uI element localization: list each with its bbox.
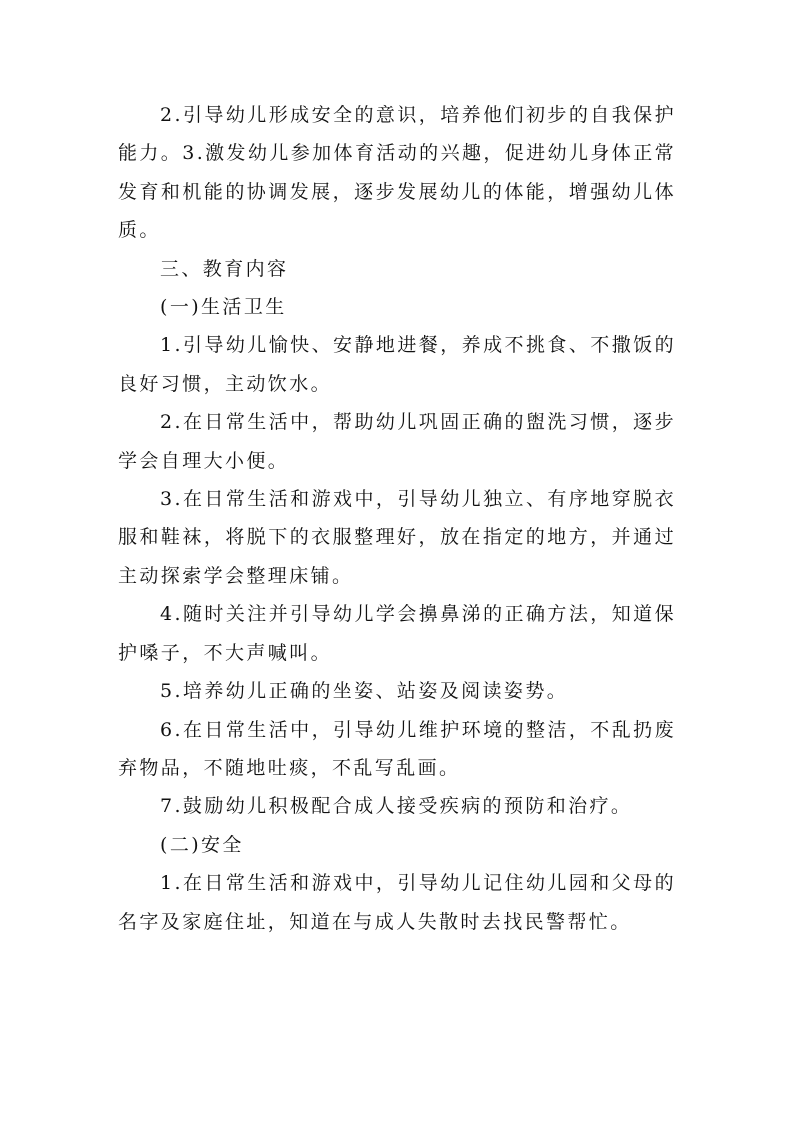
safety-item-1: 1.在日常生活和游戏中，引导幼儿记住幼儿园和父母的名字及家庭住址，知道在与成人失散时去找民警帮忙。: [118, 872, 676, 933]
subsection-heading-safety: (二)安全: [160, 833, 244, 856]
subsection-heading-hygiene: (一)生活卫生: [160, 296, 287, 319]
hygiene-item-2: 2.在日常生活中，帮助幼儿巩固正确的盥洗习惯，逐步学会自理大小便。: [118, 411, 676, 472]
document-page: [118, 96, 676, 941]
hygiene-item-5: 5.培养幼儿正确的坐姿、站姿及阅读姿势。: [160, 680, 569, 703]
hygiene-item-1: 1.引导幼儿愉快、安静地进餐，养成不挑食、不撒饭的良好习惯，主动饮水。: [118, 334, 676, 395]
paragraph-goal-2-3: 2.引导幼儿形成安全的意识，培养他们初步的自我保护能力。3.激发幼儿参加体育活动的兴趣，促进幼儿身体正常发育和机能的协调发展，逐步发展幼儿的体能，增强幼儿体质。: [118, 104, 676, 242]
section-heading-education-content: 三、教育内容: [160, 257, 289, 280]
hygiene-item-3: 3.在日常生活和游戏中，引导幼儿独立、有序地穿脱衣服和鞋袜，将脱下的衣服整理好，放在指定的地方，并通过主动探索学会整理床铺。: [118, 488, 676, 587]
hygiene-item-6: 6.在日常生活中，引导幼儿维护环境的整洁，不乱扔废弃物品，不随地吐痰，不乱写乱画。: [118, 718, 676, 779]
hygiene-item-4: 4.随时关注并引导幼儿学会擤鼻涕的正确方法，知道保护嗓子，不大声喊叫。: [118, 603, 676, 664]
hygiene-item-7: 7.鼓励幼儿积极配合成人接受疾病的预防和治疗。: [160, 795, 633, 818]
